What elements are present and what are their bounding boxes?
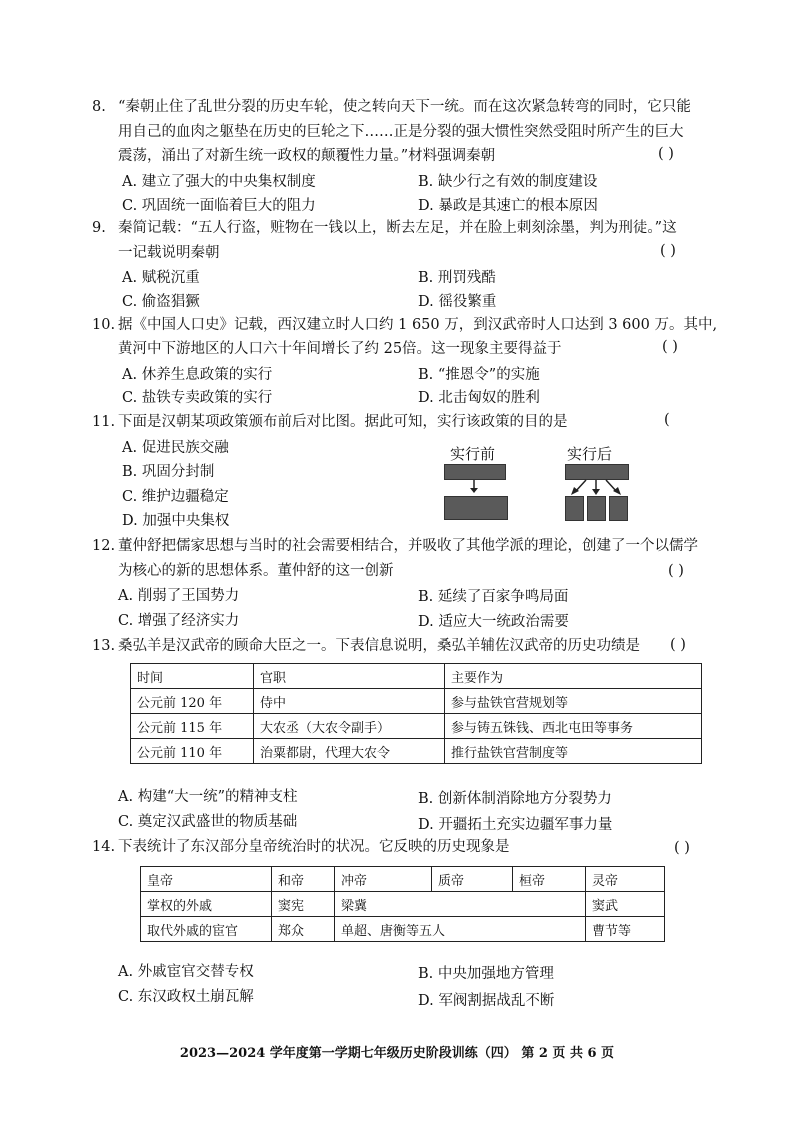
diagram-before-bottom-block bbox=[444, 496, 508, 520]
table-row bbox=[131, 739, 702, 764]
table-cell: 参与盐铁官营规划等 bbox=[445, 689, 702, 714]
diagram-after-arrows-icon bbox=[566, 478, 626, 498]
table-cell: 参与铸五铢钱、西北屯田等事务 bbox=[445, 714, 702, 739]
table-header-cell: 皇帝 bbox=[141, 867, 272, 892]
q10-line1: 10. 据《中国人口史》记载，西汉建立时人口约 1 650 万，到汉武帝时人口达到 3 600 万。其中, bbox=[92, 317, 718, 333]
q9-option-b: B. 刑罚残酷 bbox=[418, 270, 496, 286]
q12-line2: 为核心的新的思想体系。董仲舒的这一创新 bbox=[118, 563, 394, 579]
q11-option-b: B. 巩固分封制 bbox=[122, 464, 215, 480]
table-cell: 郑众 bbox=[272, 917, 335, 942]
table-row bbox=[131, 689, 702, 714]
table-cell: 掌权的外戚 bbox=[141, 892, 272, 917]
table-header-cell: 主要作为 bbox=[445, 664, 702, 689]
table-cell: 侍中 bbox=[254, 689, 445, 714]
q14-option-d: D. 军阀割据战乱不断 bbox=[418, 993, 555, 1009]
q13-line1: 13. 桑弘羊是汉武帝的顾命大臣之一。下表信息说明，桑弘羊辅佐汉武帝的历史功绩是 bbox=[92, 638, 640, 654]
table-header-cell: 桓帝 bbox=[513, 867, 586, 892]
q13-option-b: B. 创新体制消除地方分裂势力 bbox=[418, 791, 612, 807]
q10-answer-paren: ( ) bbox=[662, 339, 678, 355]
q9-answer-paren: ( ) bbox=[660, 243, 676, 259]
diagram-after-block-3 bbox=[609, 496, 628, 521]
table-cell: 窦宪 bbox=[272, 892, 335, 917]
diagram-before-label: 实行前 bbox=[450, 445, 496, 463]
q14-option-b: B. 中央加强地方管理 bbox=[418, 966, 554, 982]
diagram-after-block-1 bbox=[565, 496, 584, 521]
q11-option-a: A. 促进民族交融 bbox=[122, 440, 229, 456]
table-header-cell: 冲帝 bbox=[335, 867, 432, 892]
q9-option-d: D. 徭役繁重 bbox=[418, 294, 497, 310]
q12-option-d: D. 适应大一统政治需要 bbox=[418, 614, 569, 630]
q8-option-d: D. 暴政是其速亡的根本原因 bbox=[418, 198, 598, 214]
q8-answer-paren: ( ) bbox=[658, 146, 674, 162]
table-cell: 梁冀 bbox=[335, 892, 586, 917]
page-footer: 2023—2024 学年度第一学期七年级历史阶段训练（四） 第 2 页 共 6 页 bbox=[179, 1046, 615, 1061]
table-cell: 公元前 120 年 bbox=[131, 689, 254, 714]
table-header-cell: 质帝 bbox=[432, 867, 513, 892]
diagram-before-arrow-icon bbox=[468, 480, 480, 494]
q8-line1: 8. “秦朝止住了乱世分裂的历史车轮，使之转向天下一统。而在这次紧急转弯的同时，它只能 bbox=[92, 99, 691, 115]
q13-answer-paren: ( ) bbox=[670, 637, 686, 653]
table-row bbox=[141, 917, 665, 942]
q8-line2: 用自己的血肉之躯垫在历史的巨轮之下……正是分裂的强大惯性突然受阻时所产生的巨大 bbox=[118, 124, 684, 140]
table-cell: 单超、唐衡等五人 bbox=[335, 917, 586, 942]
q14-line1: 14. 下表统计了东汉部分皇帝统治时的状况。它反映的历史现象是 bbox=[92, 839, 510, 855]
table-header-row bbox=[131, 664, 702, 689]
q14-option-c: C. 东汉政权土崩瓦解 bbox=[118, 989, 254, 1005]
q13-option-d: D. 开疆拓土充实边疆军事力量 bbox=[418, 817, 613, 833]
q10-option-c: C. 盐铁专卖政策的实行 bbox=[122, 390, 273, 406]
table-header-cell: 灵帝 bbox=[586, 867, 665, 892]
table-cell: 取代外戚的宦官 bbox=[141, 917, 272, 942]
table-header-cell: 和帝 bbox=[272, 867, 335, 892]
diagram-before-top-block bbox=[444, 464, 506, 480]
q14-table bbox=[140, 866, 665, 942]
table-cell: 公元前 110 年 bbox=[131, 739, 254, 764]
q10-option-b: B. “推恩令”的实施 bbox=[418, 367, 540, 383]
q9-option-a: A. 赋税沉重 bbox=[122, 270, 200, 286]
q9-line2: 一记载说明秦朝 bbox=[118, 245, 220, 261]
q9-option-c: C. 偷盗猖獗 bbox=[122, 294, 200, 310]
q8-line3: 震荡，涌出了对新生统一政权的颠覆性力量。”材料强调秦朝 bbox=[118, 148, 496, 164]
q12-answer-paren: ( ) bbox=[668, 563, 684, 579]
q10-option-d: D. 北击匈奴的胜利 bbox=[418, 390, 540, 406]
table-cell: 大农丞（大农令副手） bbox=[254, 714, 445, 739]
diagram-after-block-2 bbox=[587, 496, 606, 521]
table-header-row bbox=[141, 867, 665, 892]
q13-table bbox=[130, 663, 702, 764]
table-cell: 推行盐铁官营制度等 bbox=[445, 739, 702, 764]
table-cell: 治粟都尉，代理大农令 bbox=[254, 739, 445, 764]
diagram-after-label: 实行后 bbox=[567, 445, 613, 463]
table-cell: 曹节等 bbox=[586, 917, 665, 942]
q11-option-d: D. 加强中央集权 bbox=[122, 513, 230, 529]
table-row bbox=[141, 892, 665, 917]
q11-line1: 11. 下面是汉朝某项政策颁布前后对比图。据此可知，实行该政策的目的是 bbox=[92, 414, 568, 430]
q9-line1: 9. 秦简记载：“五人行盗，赃物在一钱以上，断去左足，并在脸上刺刻涂墨，判为刑徒。”这 bbox=[92, 220, 677, 236]
q8-option-a: A. 建立了强大的中央集权制度 bbox=[122, 174, 316, 190]
table-header-cell: 官职 bbox=[254, 664, 445, 689]
q10-line2: 黄河中下游地区的人口六十年间增长了约 25倍。这一现象主要得益于 bbox=[118, 341, 562, 357]
q10-option-a: A. 休养生息政策的实行 bbox=[122, 367, 273, 383]
q14-answer-paren: ( ) bbox=[674, 840, 690, 856]
q13-option-a: A. 构建“大一统”的精神支柱 bbox=[118, 789, 298, 805]
q11-answer-paren: ( bbox=[664, 412, 670, 428]
table-header-cell: 时间 bbox=[131, 664, 254, 689]
q12-option-c: C. 增强了经济实力 bbox=[118, 613, 240, 629]
q8-option-c: C. 巩固统一面临着巨大的阻力 bbox=[122, 198, 316, 214]
q12-option-a: A. 削弱了王国势力 bbox=[118, 588, 240, 604]
table-row bbox=[131, 714, 702, 739]
q8-option-b: B. 缺少行之有效的制度建设 bbox=[418, 174, 598, 190]
q14-option-a: A. 外戚宦官交替专权 bbox=[118, 964, 254, 980]
table-cell: 窦武 bbox=[586, 892, 665, 917]
q13-option-c: C. 奠定汉武盛世的物质基础 bbox=[118, 814, 298, 830]
q12-line1: 12. 董仲舒把儒家思想与当时的社会需要相结合，并吸收了其他学派的理论，创建了一个以儒学 bbox=[92, 538, 698, 554]
table-cell: 公元前 115 年 bbox=[131, 714, 254, 739]
q12-option-b: B. 延续了百家争鸣局面 bbox=[418, 589, 569, 605]
q11-option-c: C. 维护边疆稳定 bbox=[122, 489, 229, 505]
